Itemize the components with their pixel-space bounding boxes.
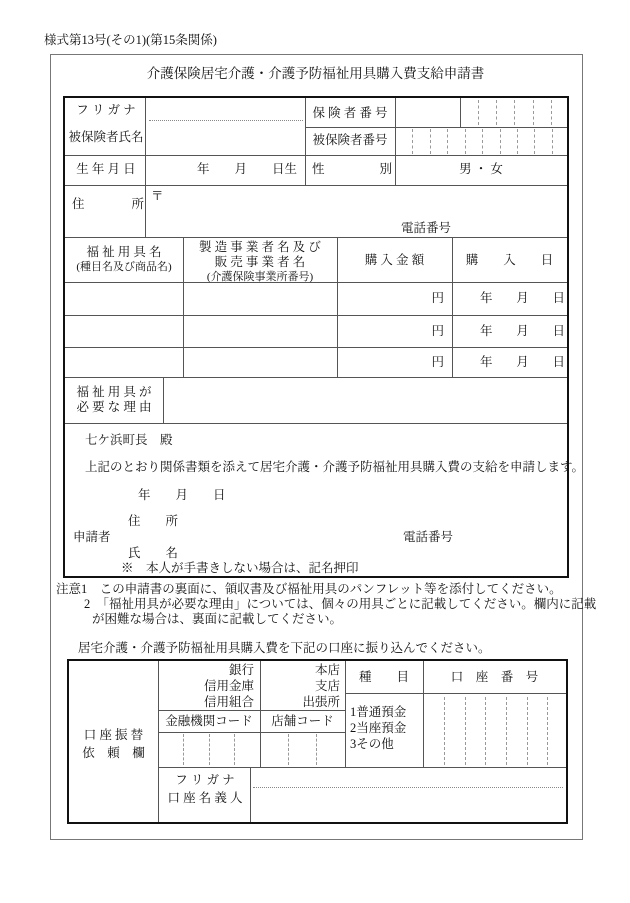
transfer-instruction: 居宅介護・介護予防福祉用具購入費を下記の口座に振り込んでください。 (78, 641, 491, 655)
divider (337, 237, 338, 377)
addressee: 七ケ浜町長 殿 (85, 433, 173, 447)
note-line1: 注意1 この申請書の裏面に、領収書及び福祉用具のパンフレット等を添付してください。 (56, 582, 562, 596)
applicant-phone-field[interactable] (460, 527, 560, 545)
bank-type-option: 信用組合 (203, 695, 254, 709)
insurer-number-label: 保 険 者 番 号 (312, 106, 388, 120)
maker-name-field[interactable] (184, 316, 336, 346)
insured-name-field[interactable] (147, 98, 305, 155)
account-holder-field[interactable] (251, 768, 566, 821)
account-type-option[interactable]: 3その他 (350, 737, 394, 751)
sex-label (307, 162, 397, 177)
equipment-name-subheader: (種目名及び商品名) (76, 261, 172, 273)
applicant-name-field[interactable] (185, 543, 395, 561)
branch-name-field[interactable] (260, 661, 345, 710)
amount-unit[interactable]: 円 (431, 355, 444, 369)
day-char: 日 (552, 291, 565, 305)
main-form-table (63, 96, 585, 578)
note-line3: が困難な場合は、裏面に記載してください。 (92, 612, 343, 626)
purchase-date-field[interactable] (454, 355, 565, 370)
account-type-option[interactable]: 2当座預金 (350, 721, 407, 735)
applicant-phone-label: 電話番号 (403, 530, 454, 544)
equipment-name-field[interactable] (65, 316, 182, 346)
reason-field[interactable] (164, 378, 567, 423)
month-char: 月 (516, 324, 529, 338)
account-number-field[interactable] (423, 693, 566, 767)
sex-label-left: 性 (312, 162, 325, 176)
bank-name-field[interactable] (158, 661, 260, 710)
bank-type-option: 銀行 (228, 663, 254, 677)
holder-furigana-label: フ リ ガ ナ (175, 773, 235, 787)
sex-options[interactable]: 男 ・ 女 (459, 162, 503, 176)
applicant-address-label: 住 所 (128, 514, 179, 528)
divider (65, 423, 567, 424)
account-type-header: 種 目 (358, 670, 409, 684)
page-title: 介護保険居宅介護・介護予防福祉用具購入費支給申請書 (146, 66, 485, 81)
month-char: 月 (516, 291, 529, 305)
divider (158, 710, 345, 711)
address-label-right: 所 (131, 197, 144, 211)
note-line2: 2 「福祉用具が必要な理由」については、個々の用具ごとに記載してください。欄内に記載 (84, 597, 597, 611)
maker-header-line2: 販 売 事 業 者 名 (214, 255, 306, 269)
divider (65, 155, 567, 156)
account-transfer-label-line2: 依 頼 欄 (82, 746, 145, 760)
address-label-left: 住 (72, 197, 85, 211)
amount-unit[interactable]: 円 (431, 324, 444, 338)
divider (452, 237, 453, 377)
insured-name-label: 被保険者氏名 (68, 130, 144, 144)
seal-note: ※ 本人が手書きしない場合は、記名押印 (121, 561, 359, 575)
sex-label-right: 別 (379, 162, 392, 176)
equipment-name-header: 福 祉 用 具 名 (86, 245, 162, 259)
divider (65, 185, 567, 186)
reason-label-line1: 福 祉 用 具 が (76, 385, 152, 399)
divider (305, 98, 306, 185)
address-label (69, 197, 147, 212)
purchase-date-header: 購 入 日 (465, 253, 554, 267)
maker-name-field[interactable] (184, 283, 336, 314)
branch-code-field[interactable] (260, 732, 345, 767)
month-char: 月 (516, 355, 529, 369)
equipment-name-field[interactable] (65, 348, 182, 376)
amount-unit[interactable]: 円 (431, 291, 444, 305)
branch-type-option: 本店 (314, 663, 340, 677)
applicant-label: 申請者 (73, 530, 111, 544)
form-number: 様式第13号(その1)(第15条関係) (44, 33, 217, 47)
purchase-date-field[interactable] (454, 324, 565, 339)
maker-header-line3: (介護保険事業所番号) (206, 271, 314, 283)
bank-code-field[interactable] (158, 732, 260, 767)
applicant-name-label: 氏 名 (128, 546, 179, 560)
day-char: 日 (552, 324, 565, 338)
postal-mark: 〒 (151, 189, 164, 203)
application-statement: 上記のとおり関係書類を添えて居宅介護・介護予防福祉用具購入費の支給を申請します。 (85, 460, 585, 474)
year-char: 年 (480, 291, 493, 305)
branch-type-option: 支店 (314, 679, 340, 693)
day-char: 日 (552, 355, 565, 369)
equipment-name-field[interactable] (65, 283, 182, 314)
bank-type-option: 信用金庫 (203, 679, 254, 693)
insurer-number-field[interactable] (397, 98, 567, 127)
phone-label: 電話番号 (401, 221, 452, 235)
applicant-address-field[interactable] (185, 511, 395, 529)
application-date-line[interactable]: 年 月 日 (138, 488, 226, 502)
account-number-header: 口 座 番 号 (450, 670, 539, 684)
birth-date-field[interactable]: 年 月 日生 (196, 162, 297, 176)
divider (145, 98, 146, 237)
reason-label-line2: 必 要 な 理 由 (76, 400, 152, 414)
address-field[interactable] (147, 187, 567, 236)
insured-number-label: 被保険者番号 (312, 133, 388, 147)
branch-type-option: 出張所 (302, 695, 340, 709)
amount-header: 購 入 金 額 (364, 253, 425, 267)
year-char: 年 (480, 355, 493, 369)
divider (65, 237, 567, 238)
bank-transfer-table (67, 659, 568, 824)
branch-code-label: 店舗コード (271, 714, 334, 728)
maker-name-field[interactable] (184, 348, 336, 376)
bank-code-label: 金融機関コード (165, 714, 253, 728)
account-type-option[interactable]: 1普通預金 (350, 705, 407, 719)
insured-number-field[interactable] (397, 127, 567, 155)
holder-name-label: 口 座 名 義 人 (167, 791, 243, 805)
year-char: 年 (480, 324, 493, 338)
account-transfer-label-line1: 口 座 振 替 (83, 728, 144, 742)
purchase-date-field[interactable] (454, 291, 565, 306)
maker-header-line1: 製 造 事 業 者 名 及 び (199, 240, 321, 254)
furigana-label: フ リ ガ ナ (76, 103, 136, 117)
birth-date-label: 生 年 月 日 (76, 162, 136, 176)
